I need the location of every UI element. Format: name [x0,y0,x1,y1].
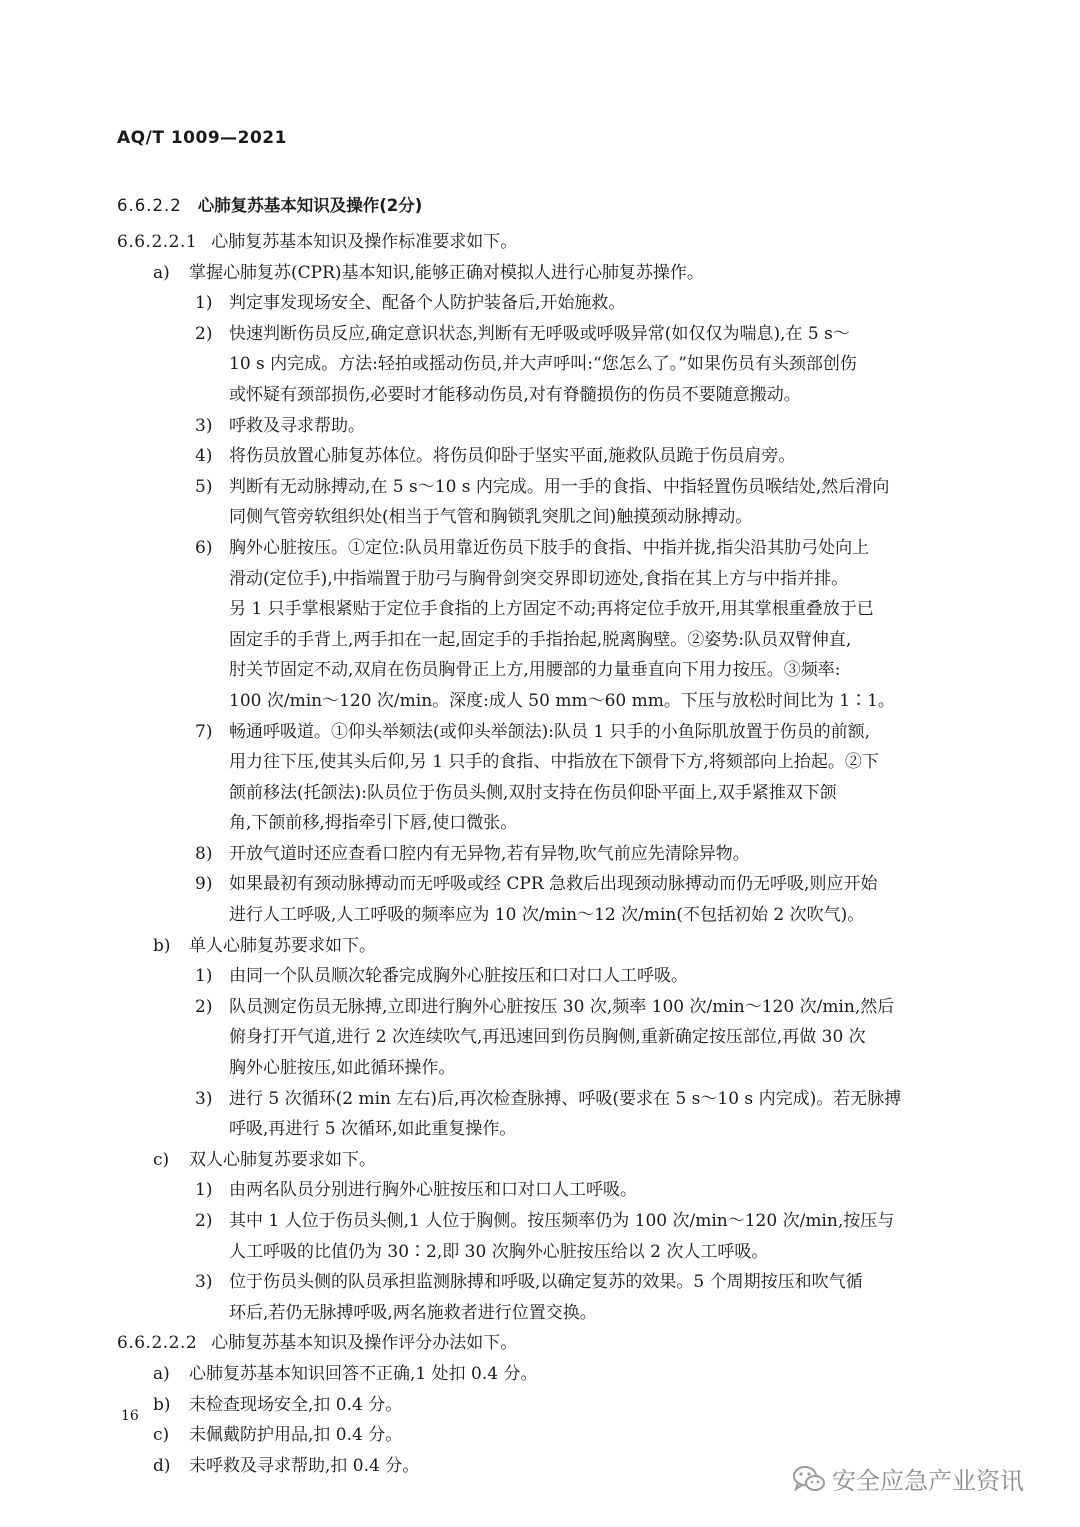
list-item-text: 由两名队员分别进行胸外心脏按压和口对口人工呼吸。 [229,1180,637,1201]
list-item-text: 进行 5 次循环(2 min 左右)后,再次检查脉搏、呼吸(要求在 5 s～10 s 内完成)。若无脉搏 [229,1088,902,1109]
list-item-text: 未呼救及寻求帮助,扣 0.4 分。 [189,1455,420,1476]
list-item-text: 掌握心肺复苏(CPR)基本知识,能够正确对模拟人进行心肺复苏操作。 [189,262,704,283]
list-item-text: 队员测定伤员无脉搏,立即进行胸外心脏按压 30 次,频率 100 次/min～120 次/min,然后 [229,996,895,1017]
list-item [0,1145,1080,1176]
list-marker: a) [153,262,170,283]
list-item [0,839,1080,870]
list-marker: a) [153,1363,170,1384]
list-item-text: 呼救及寻求帮助。 [229,415,365,436]
list-marker: 2) [195,1211,213,1231]
list-item-continuation: 另 1 只手掌根紧贴于定位手食指的上方固定不动;再将定位手放开,用其掌根重叠放于已 [229,599,874,620]
list-item-continuation: 颌前移法(托颌法):队员位于伤员头侧,双肘支持在伤员仰卧平面上,双手紧推双下颌 [229,782,837,803]
list-item [0,1206,1080,1237]
list-item-text: 如果最初有颈动脉搏动而无呼吸或经 CPR 急救后出现颈动脉搏动而仍无呼吸,则应开始 [229,874,878,895]
list-marker: c) [153,1149,170,1170]
list-marker: 1) [195,1180,213,1201]
list-item-text: 位于伤员头侧的队员承担监测脉搏和呼吸,以确定复苏的效果。5 个周期按压和吹气循 [229,1272,863,1293]
list-item-text: 将伤员放置心肺复苏体位。将伤员仰卧于坚实平面,施救队员跪于伤员肩旁。 [229,446,796,467]
list-marker: 9) [195,874,213,895]
list-item-continuation: 固定手的手背上,两手扣在一起,固定手的手指抬起,脱离胸壁。②姿势:队员双臂伸直, [229,629,852,650]
list-item [0,931,1080,962]
wechat-icon [792,1465,826,1493]
list-item-continuation: 环后,若仍无脉搏呼吸,两名施救者进行位置交换。 [229,1302,597,1323]
list-item-text: 胸外心脏按压。①定位:队员用靠近伤员下肢手的食指、中指并拢,指尖沿其肋弓处向上 [229,537,870,558]
list-item-text: 判定事发现场安全、配备个人防护装备后,开始施救。 [229,293,626,314]
list-item [0,869,1080,900]
subclause-text: 心肺复苏基本知识及操作标准要求如下。 [211,232,518,252]
list-item-continuation: 俯身打开气道,进行 2 次连续吹气,再迅速回到伤员胸侧,重新确定按压部位,再做 30 次 [229,1027,866,1048]
list-marker: 5) [195,476,213,497]
list-marker: 3) [195,1088,213,1109]
page-number: 16 [121,1408,139,1424]
list-item [0,961,1080,992]
list-marker: 2) [195,323,213,344]
list-item-text: 开放气道时还应查看口腔内有无异物,若有异物,吹气前应先清除异物。 [229,843,750,864]
list-item-continuation: 人工呼吸的比值仍为 30∶2,即 30 次胸外心脏按压给以 2 次人工呼吸。 [229,1241,769,1262]
scoring-item [0,1390,1080,1421]
list-item-text: 其中 1 人位于伤员头侧,1 人位于胸侧。按压频率仍为 100 次/min～120 次/min,按压与 [229,1211,895,1231]
list-item-continuation: 10 s 内完成。方法:轻拍或摇动伤员,并大声呼叫:“您怎么了。”如果伤员有头颈部创伤 [229,354,857,375]
list-item [0,258,1080,289]
list-marker: 7) [195,721,213,742]
subclause-number: 6.6.2.2.2 [117,1333,198,1354]
list-marker: c) [153,1425,170,1446]
watermark-text: 安全应急产业资讯 [832,1467,1024,1495]
list-item [0,533,1080,564]
list-item-continuation: 同侧气管旁软组织处(相当于气管和胸锁乳突肌之间)触摸颈动脉搏动。 [229,507,753,528]
subclause-heading [0,227,1080,258]
list-item [0,288,1080,319]
list-item-text: 未检查现场安全,扣 0.4 分。 [189,1394,403,1415]
list-item-text: 双人心肺复苏要求如下。 [189,1149,376,1170]
list-marker: 8) [195,843,213,864]
list-item-continuation: 呼吸,再进行 5 次循环,如此重复操作。 [229,1119,517,1140]
list-item-continuation: 角,下颌前移,拇指牵引下唇,使口微张。 [229,813,518,834]
list-item [0,1175,1080,1206]
list-item [0,319,1080,350]
list-item [0,1084,1080,1115]
list-item [0,411,1080,442]
list-item [0,717,1080,748]
list-item [0,441,1080,472]
list-item-continuation: 或怀疑有颈部损伤,必要时才能移动伤员,对有脊髓损伤的伤员不要随意搬动。 [229,384,801,405]
section-title: 心肺复苏基本知识及操作(2分) [197,196,423,215]
list-item-text: 未佩戴防护用品,扣 0.4 分。 [189,1425,403,1446]
list-item-continuation: 滑动(定位手),中指端置于肋弓与胸骨剑突交界即切迹处,食指在其上方与中指并排。 [229,568,849,589]
list-item-text: 畅通呼吸道。①仰头举颏法(或仰头举颌法):队员 1 只手的小鱼际肌放置于伤员的前额, [229,721,871,742]
list-item-continuation: 100 次/min～120 次/min。深度:成人 50 mm～60 mm。下压与放松时间比为 1∶1。 [229,690,895,711]
list-marker: 2) [195,996,213,1017]
list-marker: 1) [195,293,213,314]
list-marker: 4) [195,446,213,467]
list-item [0,992,1080,1023]
list-item-text: 由同一个队员顺次轮番完成胸外心脏按压和口对口人工呼吸。 [229,966,688,987]
list-item [0,1267,1080,1298]
list-item-text: 单人心肺复苏要求如下。 [189,935,376,956]
list-item-continuation: 胸外心脏按压,如此循环操作。 [229,1058,456,1079]
list-item-continuation: 用力往下压,使其头后仰,另 1 只手的食指、中指放在下颌骨下方,将颏部向上抬起。②下 [229,752,879,773]
list-item-continuation: 进行人工呼吸,人工呼吸的频率应为 10 次/min～12 次/min(不包括初始 2 次吹气)。 [229,905,865,926]
list-marker: 3) [195,415,213,436]
subclause-number: 6.6.2.2.1 [117,232,198,252]
list-marker: b) [153,935,171,956]
list-item [0,472,1080,503]
list-item-text: 心肺复苏基本知识回答不正确,1 处扣 0.4 分。 [189,1363,538,1384]
list-marker: 1) [195,966,213,987]
standard-code: AQ/T 1009—2021 [117,128,287,148]
subclause-text: 心肺复苏基本知识及操作评分办法如下。 [211,1333,518,1354]
section-number: 6.6.2.2 [117,196,182,215]
list-marker: d) [153,1455,171,1476]
subclause-heading [0,1328,1080,1359]
list-marker: 3) [195,1272,213,1293]
list-item-continuation: 肘关节固定不动,双肩在伤员胸骨正上方,用腰部的力量垂直向下用力按压。③频率: [229,660,841,681]
document-body [0,227,1080,1481]
watermark [792,1461,1024,1496]
scoring-item [0,1359,1080,1390]
section-heading [117,192,422,216]
scoring-item [0,1420,1080,1451]
list-item-text: 判断有无动脉搏动,在 5 s～10 s 内完成。用一手的食指、中指轻置伤员喉结处,然后滑向 [229,476,890,497]
list-marker: b) [153,1394,171,1415]
list-item-text: 快速判断伤员反应,确定意识状态,判断有无呼吸或呼吸异常(如仅仅为喘息),在 5 s～ [229,323,850,344]
list-marker: 6) [195,537,213,558]
